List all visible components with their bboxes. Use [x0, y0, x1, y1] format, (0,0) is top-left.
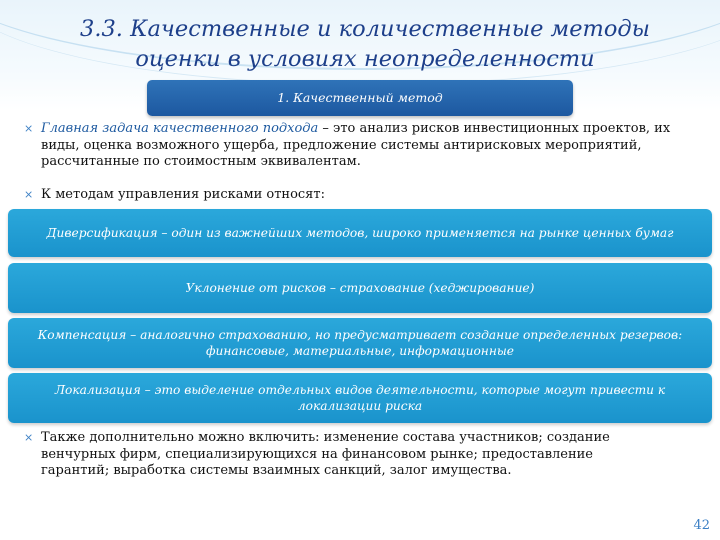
bullet-emphasis: Главная задача качественного подхода	[41, 121, 319, 136]
bullet-text	[41, 121, 684, 171]
bullet-body: К методам управления рисками относят:	[41, 187, 325, 202]
cross-bullet-icon: ×	[24, 431, 34, 444]
method-bar-text: Диверсификация – один из важнейших методов, широко применяется на рынке ценных бумаг	[46, 226, 674, 240]
bullet-methods-intro	[24, 187, 684, 204]
method-bar-avoidance	[8, 263, 712, 313]
bullet-body: – это анализ рисков инвестиционных проектов, их виды, оценка возможного ущерба, предложение системы антирисковых мероприятий, рассчитанные по стоимостным эквивалентам.	[41, 121, 671, 169]
page-number: 42	[693, 518, 710, 533]
method-bar-compensation	[8, 318, 712, 368]
bullet-text	[41, 187, 684, 204]
method-bar-text: Компенсация – аналогично страхованию, но предусматривает создание определенных резервов: финансовые, материальные, информационные	[37, 328, 683, 358]
method-bar-text: Локализация – это выделение отдельных видов деятельности, которые могут привести к локализации риска	[54, 383, 666, 413]
method-bar-diversification	[8, 209, 712, 257]
method-bar-localization	[8, 373, 712, 423]
method-heading-box: 1. Качественный метод	[147, 80, 573, 116]
slide-title: 3.3. Качественные и количественные методы оценки в условиях неопределенности	[80, 16, 650, 72]
bullet-body: Также дополнительно можно включить: изменение состава участников; создание венчурных фирм, специализирующихся на финансовом рынке; предоставление гарантий; выработка системы взаимных санкций, залог имущества.	[41, 430, 610, 478]
bullet-additional	[24, 430, 664, 480]
method-bar-text: Уклонение от рисков – страхование (хеджирование)	[185, 281, 535, 295]
cross-bullet-icon: ×	[24, 122, 34, 135]
cross-bullet-icon: ×	[24, 188, 34, 201]
bullet-main-task	[24, 121, 684, 171]
